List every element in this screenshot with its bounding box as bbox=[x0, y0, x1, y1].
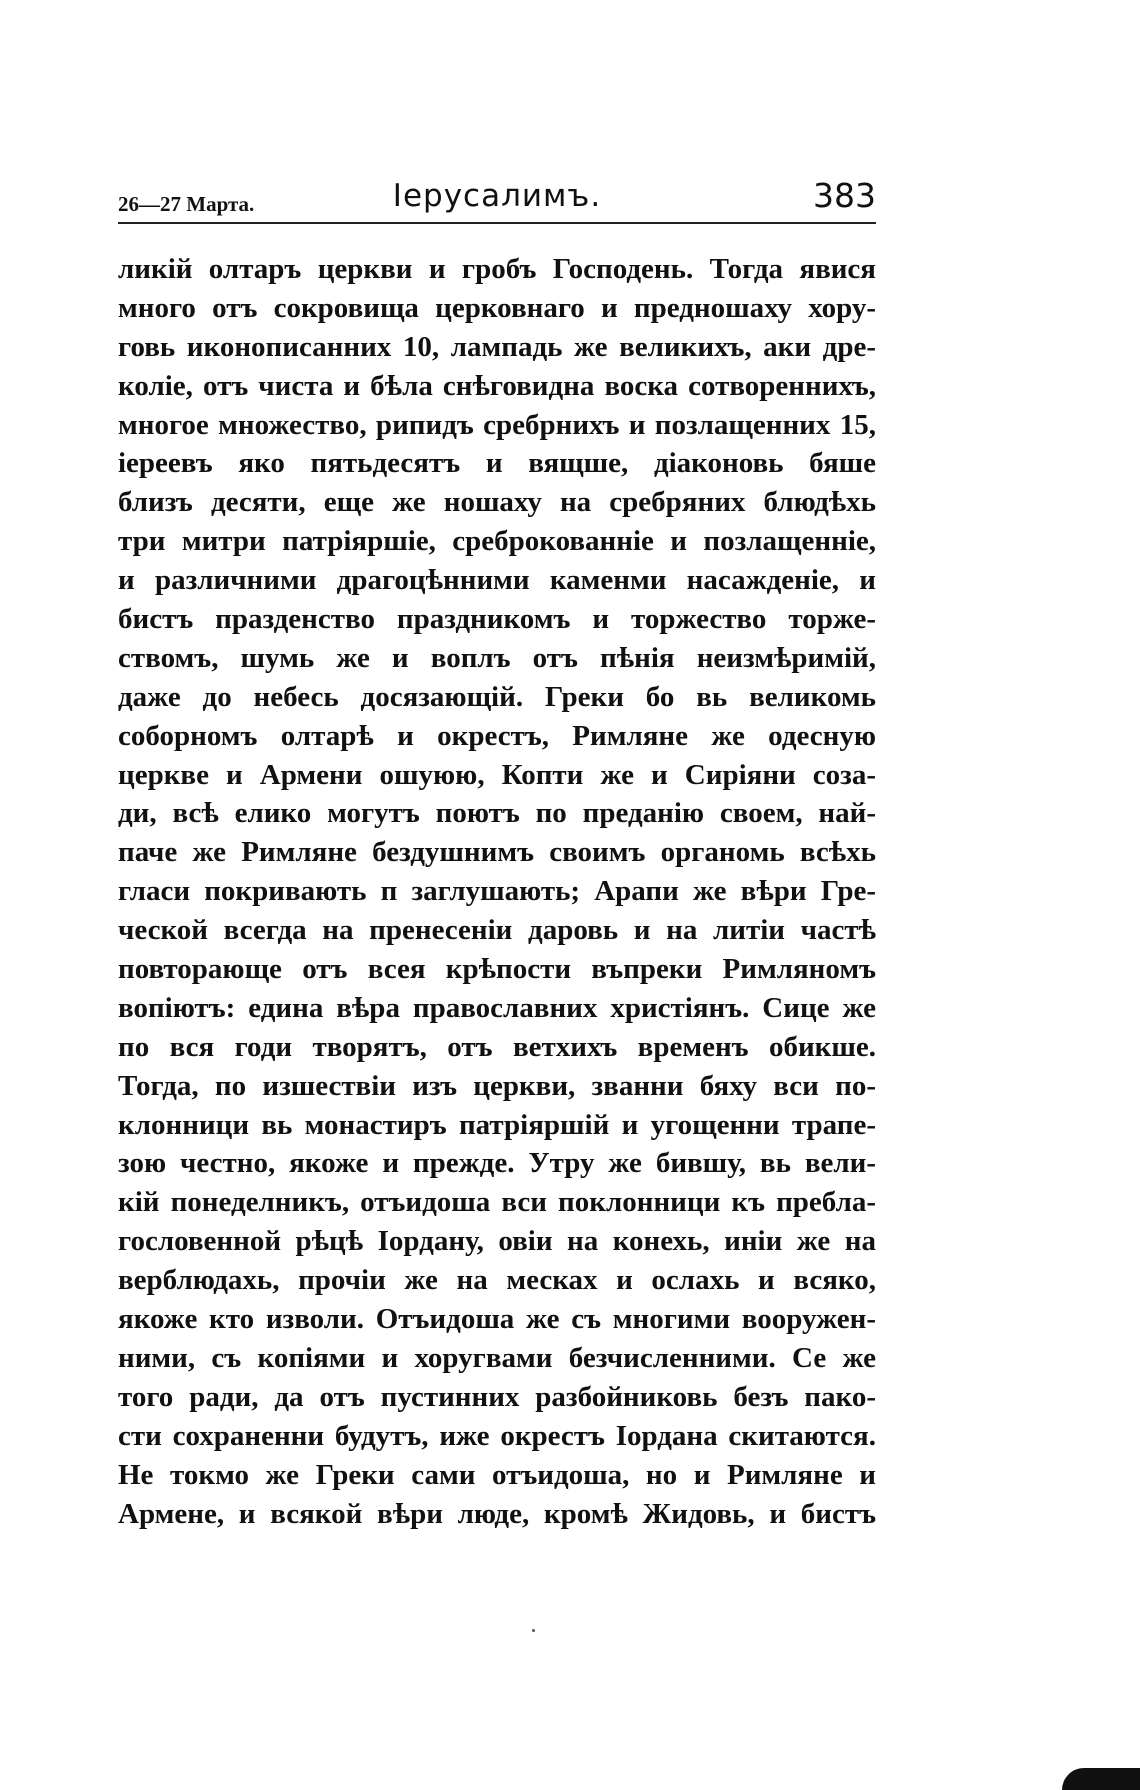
scan-corner-mark bbox=[1062, 1768, 1140, 1790]
text-line: ди, всѣ елико могутъ поютъ по преданію своем, най- bbox=[118, 797, 876, 830]
header-rule bbox=[118, 222, 876, 224]
text-line: говь иконописанних 10, лампадь же великихъ, аки дре- bbox=[118, 330, 876, 363]
text-line: ствомъ, шумь же и воплъ отъ пѣнія неизмѣримій, bbox=[118, 641, 876, 674]
text-line: клонници вь монастиръ патріяршій и угощенни трапе- bbox=[118, 1108, 876, 1141]
text-line: даже до небесь досязающій. Греки бо вь великомь bbox=[118, 680, 876, 713]
text-line: близъ десяти, еще же ношаху на сребряних блюдѣхь bbox=[118, 486, 876, 519]
text-line: повторающе отъ всея крѣпости въпреки Римляномъ bbox=[118, 953, 876, 986]
text-line: церкве и Армени ошуюю, Копти же и Сиріяни соза- bbox=[118, 758, 876, 791]
text-line: Не токмо же Греки сами отъидоша, но и Римляне и bbox=[118, 1458, 876, 1491]
text-line: кій понеделникъ, отъидоша вси поклонници къ пребла- bbox=[118, 1186, 876, 1219]
text-line: сти сохраненни будутъ, иже окрестъ Іордана скитаются. bbox=[118, 1419, 876, 1452]
text-line: коліе, отъ чиста и бѣла снѣговидна воска сотвореннихъ, bbox=[118, 369, 876, 402]
text-line: гласи покривають п заглушають; Арапи же вѣри Гре- bbox=[118, 875, 876, 908]
text-line: и различними драгоцѣнними каменми насажденіе, и bbox=[118, 564, 876, 597]
text-line: зою честно, якоже и прежде. Утру же бившу, вь вели- bbox=[118, 1147, 876, 1180]
ink-speck bbox=[532, 1629, 535, 1632]
header-title: Іерусалимъ. bbox=[392, 178, 602, 214]
text-line: три митри патріяршіе, среброкованніе и позлащенніе, bbox=[118, 525, 876, 558]
text-line: паче же Римляне бездушнимъ своимъ органомь всѣхь bbox=[118, 836, 876, 869]
text-line: іереевъ яко пятьдесятъ и вящше, діаконовь бяше bbox=[118, 447, 876, 480]
text-line: Тогда, по изшествіи изъ церкви, званни бяху вси по- bbox=[118, 1069, 876, 1102]
text-line: по вся годи творятъ, отъ ветхихъ временъ обикше. bbox=[118, 1030, 876, 1063]
text-line: ческой всегда на пренесеніи даровь и на литіи частѣ bbox=[118, 914, 876, 947]
text-line: якоже кто изволи. Отъидоша же съ многими вооружен- bbox=[118, 1303, 876, 1336]
text-line: того ради, да отъ пустинних разбойниковь безъ пако- bbox=[118, 1380, 876, 1413]
text-line: ликій олтаръ церкви и гробъ Господень. Тогда явися bbox=[118, 253, 876, 285]
text-line: верблюдахь, прочіи же на месках и ослахь и всяко, bbox=[118, 1264, 876, 1297]
text-line: бистъ празденство праздникомъ и торжество торже- bbox=[118, 603, 876, 636]
text-line: соборномъ олтарѣ и окрестъ, Римляне же одесную bbox=[118, 719, 876, 752]
text-line: ними, съ копіями и хоругвами безчисленними. Се же bbox=[118, 1341, 876, 1374]
text-line: Армене, и всякой вѣри люде, кромѣ Жидовь, и бистъ bbox=[118, 1497, 876, 1530]
page-number: 383 bbox=[813, 176, 876, 215]
running-header bbox=[118, 172, 876, 224]
text-line: гословенной рѣцѣ Іордану, овіи на конехь, иніи же на bbox=[118, 1225, 876, 1258]
body-text bbox=[118, 250, 876, 1533]
text-line: вопіютъ: едина вѣра православних христіянъ. Сице же bbox=[118, 991, 876, 1024]
header-date-range: 26—27 Марта. bbox=[118, 192, 255, 216]
text-line: многое множество, рипидъ сребрнихъ и позлащенних 15, bbox=[118, 408, 876, 441]
text-line: много отъ сокровища церковнаго и предношаху хору- bbox=[118, 291, 876, 324]
